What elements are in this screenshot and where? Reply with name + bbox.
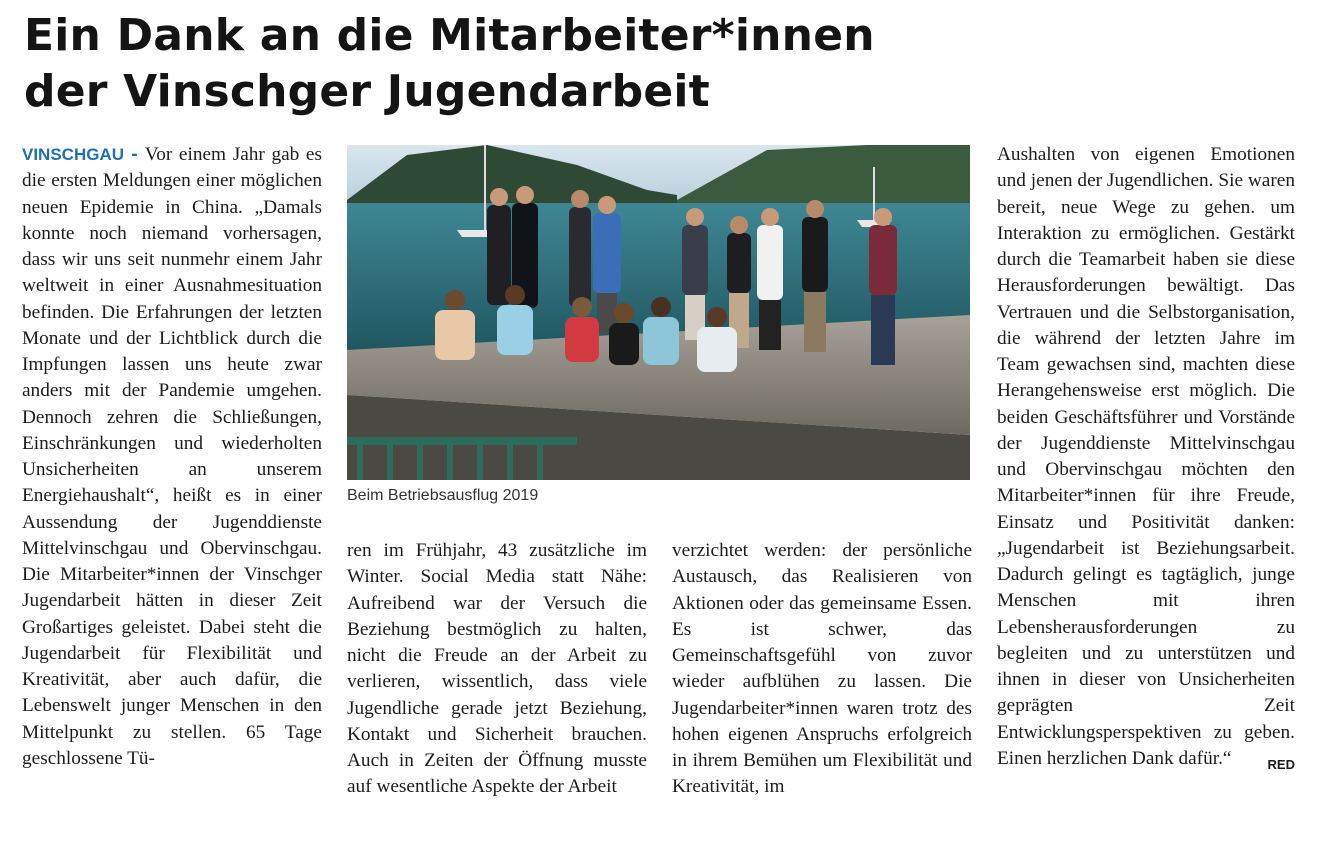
article-photo [347, 145, 970, 480]
dateline-kicker: VINSCHGAU [22, 145, 125, 164]
column-4-paragraph [997, 142, 1295, 772]
column-2-text: ren im Frühjahr, 43 zusätzliche im Winter. Social Media statt Nähe: Aufreibend war der Versuch die Beziehung bestmöglich zu halten, nicht die Freude an der Arbeit zu verlieren, wissentlich, dass viele Jugendliche gerade jetzt Beziehung, Kontakt und Sicherheit brauchen. Auch in Zeiten der Öffnung musste auf wesentliche Aspekte der Arbeit [347, 540, 647, 798]
column-4-text: Aushalten von eigenen Emotionen und jenen der Jugendlichen. Sie waren bereit, neue Wege zu gehen. um Interaktion zu ermöglichen. Gestärkt durch die Teamarbeit haben sie diese Herausforderungen bewältigt. Das Vertrauen und die Selbstorganisation, die während der letzten Jahre im Team gewachsen sind, machten diese Herangehensweise erst möglich. Die beiden Geschäftsführer und Vorstände der Jugenddienste Mittelvinschgau und Obervinschgau möchten den Mitarbeiter*innen für ihre Freude, Einsatz und Positivität danken: „Jugendarbeit ist Beziehungsarbeit. Dadurch gelingt es tagtäglich, junge Menschen mit ihren Lebensherausforderungen zu begleiten und zu unterstützen und ihnen in dieser von Unsicherheiten geprägten Zeit Entwicklungsperspektiven zu geben. Einen herzlichen Dank dafür.“ [997, 144, 1295, 769]
photo-caption: Beim Betriebsausflug 2019 [347, 487, 539, 504]
column-1-paragraph [22, 142, 322, 772]
dateline-separator: - [124, 144, 145, 165]
article-column-3 [672, 538, 972, 801]
headline-line-1: Ein Dank an die Mitarbeiter*innen [24, 10, 875, 61]
article-column-4 [997, 142, 1295, 778]
author-credit: RED [1267, 756, 1295, 772]
photo-group-on-dock [347, 145, 970, 480]
article-column-2 [347, 538, 647, 801]
column-3-text: verzichtet werden: der persönliche Austausch, das Realisieren von Aktionen oder das gemeinsame Essen. Es ist schwer, das Gemeinschaftsgefühl von zuvor wieder aufblühen zu lassen. Die Jugendarbeiter*innen waren trotz des hohen eigenen Anspruchs erfolgreich in ihrem Bemühen um Flexibilität und Kreativität, im [672, 540, 972, 798]
article-headline [24, 8, 1314, 120]
column-1-text: Vor einem Jahr gab es die ersten Meldungen einer möglichen neuen Epidemie in China. „Damals konnte noch niemand vorhersagen, dass wir uns seit nunmehr einem Jahr weltweit in einer Ausnahmesituation befinden. Die Erfahrungen der letzten Monate und der Lichtblick durch die Impfungen lassen uns heute zwar anders mit der Pandemie umgehen. Dennoch zehren die Schließungen, Einschränkungen und wiederholten Unsicherheiten an unserem Energiehaushalt“, heißt es in einer Aussendung der Jugenddienste Mittelvinschgau und Obervinschgau. Die Mitarbeiter*innen der Vinschger Jugendarbeit hätten in dieser Zeit Großartiges geleistet. Dabei steht die Jugendarbeit für Flexibilität und Kreativität, aber auch dafür, die Lebenswelt junger Menschen in den Mittelpunkt zu stellen. 65 Tage geschlossene Tü- [22, 144, 322, 769]
headline-line-2: der Vinschger Jugendarbeit [24, 66, 710, 117]
article-column-1 [22, 142, 322, 772]
